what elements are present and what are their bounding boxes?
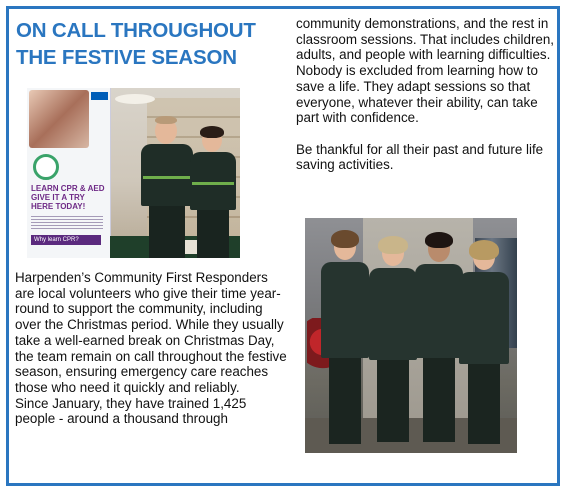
banner-button: Why learn CPR? <box>31 235 101 245</box>
title-line-2: THE FESTIVE SEASON <box>16 46 237 69</box>
banner-headline: LEARN CPR & AED GIVE IT A TRY HERE TODAY! <box>31 184 105 211</box>
banner-fine-print <box>31 216 103 230</box>
banner-photos <box>29 90 89 148</box>
responder-4 <box>457 238 511 450</box>
photo-cpr-stand <box>27 88 240 258</box>
article-title <box>16 17 276 71</box>
photo-responders-memorial <box>305 218 517 453</box>
cpr-banner <box>27 88 111 258</box>
responder-1 <box>319 228 371 450</box>
right-column-text <box>296 16 558 173</box>
left-column-text <box>15 270 287 427</box>
paragraph: Nobody is excluded from learning how to save a life. They adapt sessions so that everyone, whatever their ability, can take part with confidence. <box>296 63 538 126</box>
nhs-logo <box>91 92 108 100</box>
paragraph: Harpenden’s Community First Responders are local volunteers who give their time year-round to support the community, including over the Christmas period. While they usually take a well-earned break on Christmas Day, the team remain on call throughout the festive season, ensuring emergency care reaches those who need it quickly and reliably. <box>15 270 287 395</box>
responder-2 <box>367 234 419 448</box>
paragraph: Since January, they have trained 1,425 people - around a thousand through <box>15 395 247 427</box>
paragraph: community demonstrations, and the rest in classroom sessions. That includes children, adults, and people with learning difficulties. <box>296 16 555 63</box>
responder-badge <box>33 154 59 180</box>
paragraph: Be thankful for all their past and future life saving activities. <box>296 141 544 173</box>
title-line-1: ON CALL THROUGHOUT <box>16 19 256 42</box>
responder-woman <box>187 126 239 258</box>
ceiling-lamp <box>115 94 155 104</box>
